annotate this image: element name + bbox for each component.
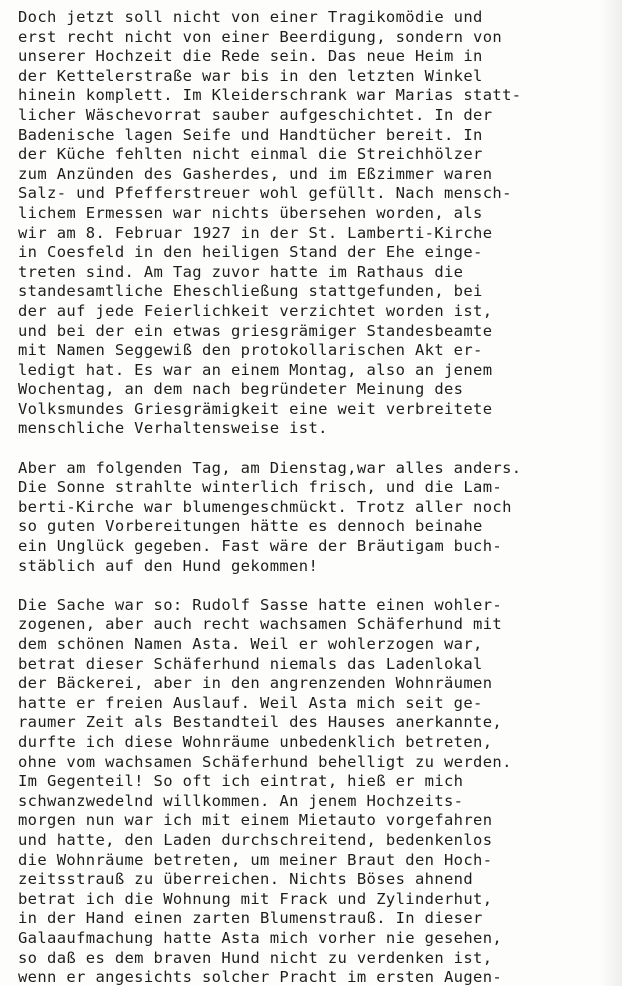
- text-line: Die Sonne strahlte winterlich frisch, und die Lam-: [18, 478, 503, 497]
- text-line: der Bäckerei, aber in den angrenzenden Wohnräumen: [18, 674, 493, 693]
- text-line: unserer Hochzeit die Rede sein. Das neue Heim in: [18, 47, 483, 66]
- text-line: dem schönen Namen Asta. Weil er wohlerzogen war,: [18, 635, 483, 653]
- text-line: zeitsstrauß zu überreichen. Nichts Böses ahnend: [18, 870, 474, 889]
- text-line: wir am 8. Februar 1927 in der St. Lamberti-Kirche: [18, 223, 493, 242]
- text-line: Galaaufmachung hatte Asta mich vorher nie gesehen,: [18, 928, 503, 947]
- text-line: in Coesfeld in den heiligen Stand der Ehe einge-: [18, 243, 483, 262]
- text-line: Wochentag, an dem nach begründeter Meinung des: [18, 380, 464, 399]
- text-line: und bei der ein etwas griesgrämiger Standesbeamte: [18, 321, 493, 340]
- text-line: hatte er freien Auslauf. Weil Asta mich seit ge-: [18, 693, 483, 712]
- text-line: ohne vom wachsamen Schäferhund behelligt zu werden.: [18, 752, 512, 771]
- text-line: Doch jetzt soll nicht von einer Tragikomödie und: [18, 8, 483, 26]
- text-line: menschliche Verhaltensweise ist.: [18, 419, 328, 438]
- text-line: schwanzwedelnd willkommen. An jenem Hochzeits-: [18, 791, 464, 810]
- text-line: die Wohnräume betreten, um meiner Braut den Hoch-: [18, 850, 493, 869]
- text-line: betrat dieser Schäferhund niemals das Ladenlokal: [18, 654, 483, 673]
- text-line: lichem Ermessen war nichts übersehen worden, als: [18, 203, 483, 222]
- text-line: ein Unglück gegeben. Fast wäre der Bräutigam buch-: [18, 537, 503, 556]
- text-line: mit Namen Seggewiß den protokollarischen Akt er-: [18, 341, 483, 360]
- text-line: so daß es dem braven Hund nicht zu verdenken ist,: [18, 948, 493, 967]
- text-line: zogenen, aber auch recht wachsamen Schäferhund mit: [18, 615, 503, 634]
- text-line: hinein komplett. Im Kleiderschrank war Marias statt-: [18, 86, 522, 105]
- paragraph: [18, 596, 618, 986]
- text-line: raumer Zeit als Bestandteil des Hauses anerkannte,: [18, 713, 503, 732]
- paragraph: [18, 459, 618, 577]
- text-line: treten sind. Am Tag zuvor hatte im Rathaus die: [18, 262, 464, 281]
- text-line: durfte ich diese Wohnräume unbedenklich betreten,: [18, 732, 493, 751]
- text-line: und hatte, den Laden durchschreitend, bedenkenlos: [18, 830, 493, 849]
- text-line: Aber am folgenden Tag, am Dienstag,war alles anders.: [18, 458, 522, 477]
- body-text: [18, 8, 618, 986]
- text-line: standesamtliche Eheschließung stattgefunden, bei: [18, 282, 483, 301]
- text-line: Die Sache war so: Rudolf Sasse hatte einen wohler-: [18, 595, 503, 614]
- text-line: in der Hand einen zarten Blumenstrauß. In dieser: [18, 909, 483, 928]
- text-line: Badenische lagen Seife und Handtücher bereit. In: [18, 125, 483, 144]
- text-line: der Küche fehlten nicht einmal die Streichhölzer: [18, 145, 483, 164]
- text-line: ledigt hat. Es war an einem Montag, also an jenem: [18, 360, 493, 379]
- text-line: betrat ich die Wohnung mit Frack und Zylinderhut,: [18, 889, 493, 908]
- text-line: zum Anzünden des Gasherdes, und im Eßzimmer waren: [18, 164, 493, 183]
- text-line: erst recht nicht von einer Beerdigung, sondern von: [18, 27, 503, 46]
- text-line: Salz- und Pfefferstreuer wohl gefüllt. Nach mensch-: [18, 184, 512, 203]
- text-line: stäblich auf den Hund gekommen!: [18, 556, 319, 575]
- text-line: der auf jede Feierlichkeit verzichtet worden ist,: [18, 301, 493, 320]
- text-line: morgen nun war ich mit einem Mietauto vorgefahren: [18, 811, 493, 830]
- text-line: wenn er angesichts solcher Pracht im ersten Augen-: [18, 968, 503, 986]
- text-line: so guten Vorbereitungen hätte es dennoch beinahe: [18, 517, 483, 536]
- text-line: der Kettelerstraße war bis in den letzten Winkel: [18, 66, 483, 85]
- text-line: Volksmundes Griesgrämigkeit eine weit verbreitete: [18, 399, 493, 418]
- text-line: Im Gegenteil! So oft ich eintrat, hieß er mich: [18, 772, 464, 791]
- text-line: berti-Kirche war blumengeschmückt. Trotz aller noch: [18, 497, 512, 516]
- paragraph: [18, 8, 618, 439]
- text-line: licher Wäschevorrat sauber aufgeschichtet. In der: [18, 105, 493, 124]
